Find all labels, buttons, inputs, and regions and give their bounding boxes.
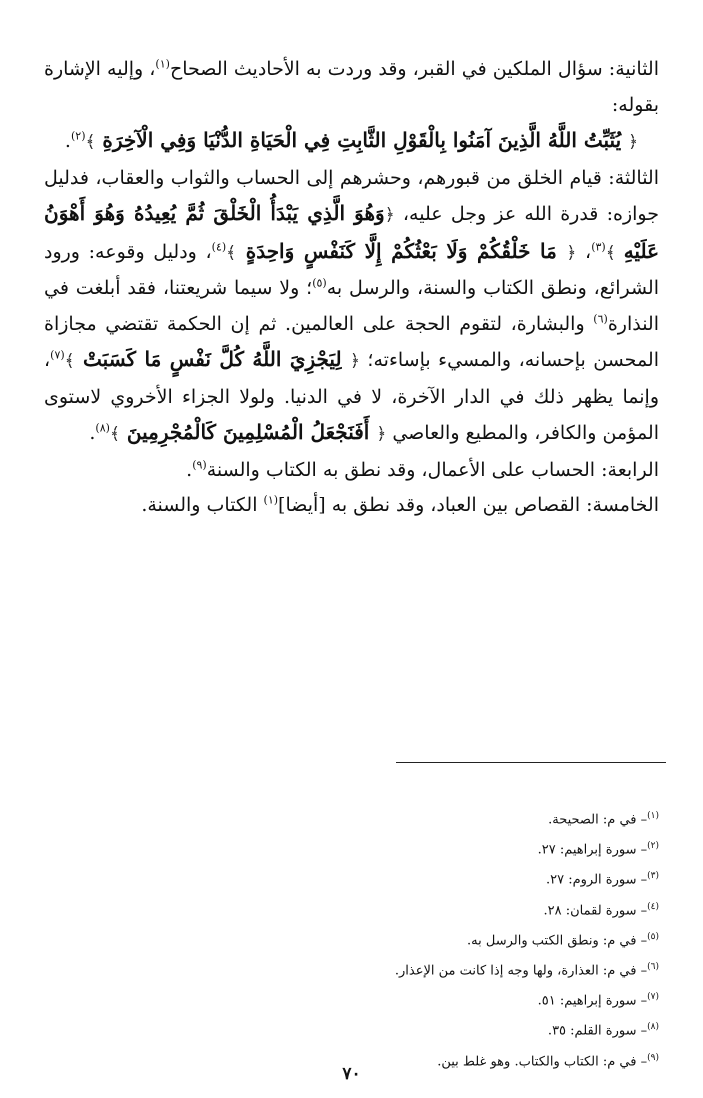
text-run: ، [576, 240, 592, 263]
footnote-marker: (٩) [647, 1052, 659, 1063]
quran-verse: مَا خَلْقُكُمْ وَلَا بَعْثُكُمْ إِلَّا كَنَفْسٍ وَاحِدَةٍ [236, 238, 567, 263]
footnote-text: – سورة لقمان: ٢٨. [543, 902, 648, 918]
footnote-marker: (٤) [647, 901, 659, 912]
quran-verse: أَفَنَجْعَلُ الْمُسْلِمِينَ كَالْمُجْرِمِينَ [119, 420, 377, 444]
footnote-reference: (١) [263, 493, 279, 507]
footnote-item [44, 836, 659, 866]
text-run: . [186, 458, 193, 481]
quran-bracket-icon: ﴿ [628, 132, 639, 152]
footnote-marker: (٧) [647, 992, 659, 1003]
footnote-reference: (١) [155, 57, 170, 71]
footnote-reference: (٤) [211, 240, 227, 254]
footnote-reference: (٥) [312, 276, 327, 290]
footnote-text: – سورة إبراهيم: ٥١. [537, 993, 648, 1009]
text-run: الثانية: سؤال الملكين في القبر، وقد وردت به الأحاديث الصحاح [169, 58, 659, 80]
quran-bracket-icon: ﴿ [376, 424, 387, 444]
footnotes [44, 806, 659, 1078]
footnote-item [44, 1017, 659, 1047]
quran-bracket-icon: ﴾ [605, 242, 624, 263]
quran-verse: يُثَبِّتُ اللَّهُ الَّذِينَ آمَنُوا بِالْقَوْلِ الثَّابِتِ فِي الْحَيَاةِ الدُّنْيَا وَفِي الْآخِرَةِ [95, 128, 629, 152]
footnote-reference: (٢) [70, 129, 86, 143]
text-run: الخامسة: القصاص بين العباد، وقد نطق به [أيضا] [278, 494, 659, 516]
footnote-marker: (٦) [647, 961, 659, 972]
quran-bracket-icon: ﴾ [64, 351, 75, 371]
main-text [44, 52, 659, 524]
footnote-marker: (١) [647, 811, 659, 821]
text-run: ؛ ولا سيما شريعتنا، فقد أبلغت في النذارة [44, 277, 659, 335]
footnote-reference: (٧) [50, 348, 65, 362]
text-run: ، وإنما يظهر ذلك في الدار الآخرة، لا في الدنيا. ولولا الجزاء الأخروي لاستوى المؤمن والكافر، والمطيع والعاصي [44, 349, 659, 444]
footnote-item [44, 927, 659, 957]
paragraph-p2 [44, 123, 659, 161]
footnote-marker: (٨) [647, 1022, 659, 1033]
footnote-reference: (٣) [591, 240, 606, 254]
footnote-marker: (٥) [647, 931, 659, 942]
footnote-text: – سورة إبراهيم: ٢٧. [537, 842, 648, 858]
paragraph-p1 [44, 52, 659, 123]
text-run: والبشارة، لتقوم الحجة على العالمين. ثم إن الحكمة تقتضي مجازاة المحسن بإحسانه، والمسيء بإساءته؛ [44, 312, 659, 371]
quran-bracket-icon: ﴾ [109, 424, 120, 444]
footnote-reference: (٨) [95, 421, 110, 435]
footnote-text: – في م: الكتاب والكتاب. وهو غلط بين. [437, 1053, 648, 1069]
paragraph-p5 [44, 488, 659, 524]
footnote-item [44, 866, 659, 896]
quran-verse: لِيَجْزِيَ اللَّهُ كُلَّ نَفْسٍ مَا كَسَبَتْ [74, 347, 350, 371]
text-run: . [64, 130, 71, 152]
paragraph-p3 [44, 161, 659, 453]
text-run: الرابعة: الحساب على الأعمال، وقد نطق به الكتاب والسنة [206, 458, 659, 481]
footnote-item [44, 897, 659, 927]
footnote-reference: (٩) [192, 458, 207, 472]
footnote-item [44, 806, 659, 836]
text-run: الثالثة: قيام الخلق من قبورهم، وحشرهم إلى الحساب والثواب والعقاب، فدليل جوازه: قدرة الله عز وجل عليه، [44, 166, 659, 225]
quran-bracket-icon: ﴿ [384, 205, 395, 225]
footnote-item [44, 987, 659, 1017]
footnote-text: – في م: ونطق الكتب والرسل به. [467, 933, 648, 949]
text-run: ، وإليه الإشارة بقوله: [44, 58, 659, 116]
footnote-marker: (٣) [647, 871, 659, 882]
footnote-reference: (٦) [593, 312, 608, 326]
text-run: ، ودليل وقوعه: ورود الشرائع، ونطق الكتاب والسنة، والرسل به [44, 240, 659, 299]
text-run: الكتاب والسنة. [141, 494, 264, 516]
page-number: ٧٠ [342, 1064, 361, 1084]
footnote-item [44, 957, 659, 987]
footnote-text: – سورة القلم: ٣٥. [547, 1023, 648, 1039]
footnote-divider [396, 762, 666, 763]
quran-verse: وَهُوَ الَّذِي يَبْدَأُ الْخَلْقَ ثُمَّ يُعِيدُهُ وَهُوَ أَهْوَنُ عَلَيْهِ [44, 201, 659, 263]
text-run: . [89, 422, 96, 444]
footnote-text: – في م: الصحيحة. [548, 812, 648, 828]
quran-bracket-icon: ﴿ [349, 351, 360, 371]
quran-bracket-icon: ﴾ [226, 242, 237, 263]
footnote-text: – سورة الروم: ٢٧. [545, 872, 648, 888]
footnote-text: – في م: العذارة، ولها وجه إذا كانت من الإعذار. [394, 963, 648, 979]
footnote-marker: (٢) [647, 841, 659, 852]
quran-bracket-icon: ﴿ [566, 242, 577, 263]
quran-bracket-icon: ﴾ [85, 132, 96, 152]
paragraph-p4 [44, 453, 659, 489]
